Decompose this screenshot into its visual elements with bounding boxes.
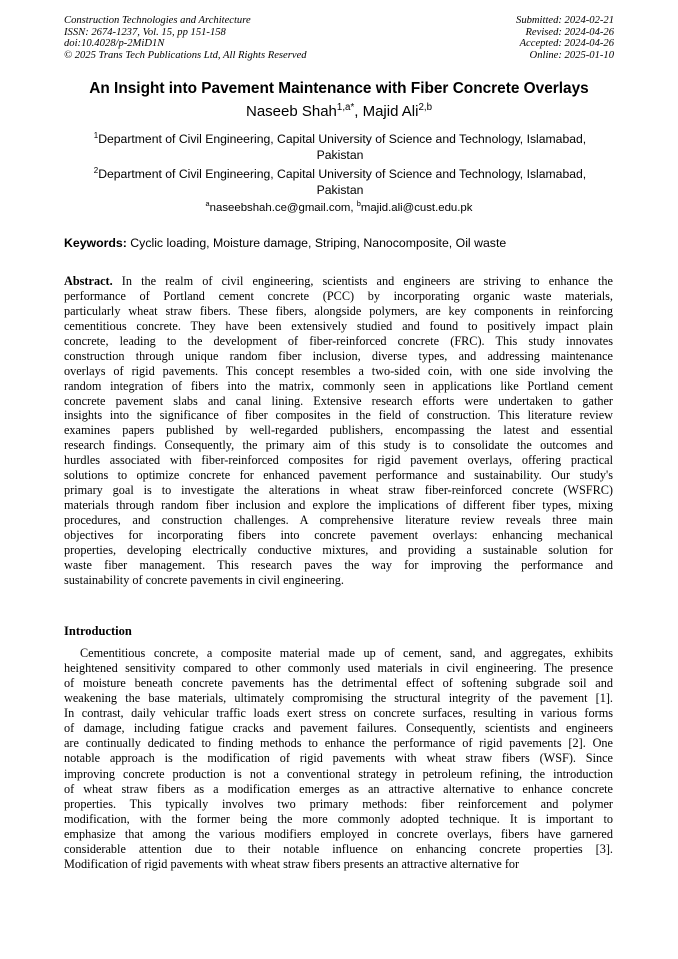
text-line: materials through random fiber inclusion and explore the implications of different fiber types, mixing	[64, 498, 613, 513]
affiliation-text: Department of Civil Engineering, Capital University of Science and Technology, Islamabad, Pakistan	[98, 132, 587, 162]
text-line: examines papers published by well-regarded publishers, encompassing the latest and essential	[64, 423, 613, 438]
keywords	[64, 236, 506, 250]
text-line: concrete, leading to the development of fiber-reinforced concrete (FRC). This study innovates	[64, 333, 613, 348]
affiliation-2	[80, 166, 600, 198]
revised-date: Revised: 2024-04-26	[525, 26, 614, 38]
issn-volume: ISSN: 2674-1237, Vol. 15, pp 151-158	[64, 26, 226, 38]
text-line: procedures, and construction challenges. A comprehensive literature review reveals three main	[64, 513, 613, 527]
email-sup: b	[356, 199, 361, 209]
introduction-body	[64, 646, 613, 872]
text-line: heightened sensitivity compared to other commonly used materials in civil engineering. The presence	[64, 661, 613, 676]
keywords-label: Keywords:	[64, 236, 127, 250]
text-line	[64, 274, 613, 289]
text-line: of moisture beneath concrete pavements has the detrimental effect of softening subgrade soil and	[64, 676, 613, 691]
text-line: considerable attention due to their notable influence on enhancing concrete properties [3].	[64, 841, 613, 856]
text-line: particularly wheat straw fibers. These fibers, alongside polymers, are key components in reinforcing	[64, 303, 613, 318]
text-line: solutions to optimize concrete for enhanced pavement performance and sustainability. Our study's	[64, 468, 613, 483]
text-line: research findings. Consequently, the primary aim of this study is to consolidate the outcomes and	[64, 438, 613, 453]
authors	[0, 103, 678, 120]
paper-title: An Insight into Pavement Maintenance with Fiber Concrete Overlays	[89, 80, 589, 97]
text-line: Cementitious concrete, a composite material made up of cement, sand, and aggregates, exhibits	[80, 646, 613, 660]
text-line: of damage, including fatigue cracks and pavement failures. Consequently, scientists and engineers	[64, 721, 613, 736]
text-line: properties, developing electrically conductive mixtures, and providing a sustainable solution for	[64, 542, 613, 557]
text-line: emphasize that among the various modifiers employed in concrete overlays, fibers have garnered	[64, 826, 613, 841]
introduction-heading: Introduction	[64, 624, 132, 638]
abstract-label: Abstract.	[64, 274, 113, 288]
copyright: © 2025 Trans Tech Publications Ltd, All Rights Reserved	[64, 49, 307, 61]
text-line: Modification of rigid pavements with wheat straw fibers presents an attractive alternative for	[64, 856, 520, 871]
text-line: In contrast, daily vehicular traffic loads exert stress on concrete surfaces, resulting in various forms	[64, 706, 613, 721]
author-sup: 2,b	[418, 102, 433, 113]
abstract-text: In the realm of civil engineering, scientists and engineers are striving to enhance the	[112, 274, 613, 288]
text-line: hurdles associated with fiber-reinforced composites for rigid pavement overlays, offering practical	[64, 453, 613, 468]
text-line: modification, with the former being the more commonly adopted technique. It is important to	[64, 811, 613, 826]
text-line: primary goal is to investigate the alterations in wheat straw fiber-reinforced concrete (WSFRC)	[64, 483, 613, 498]
journal-name: Construction Technologies and Architecture	[64, 15, 251, 26]
text-line: insights into the significance of fiber composites in the field of construction. This literature review	[64, 408, 613, 423]
affiliation-sup: 2	[93, 165, 99, 175]
abstract	[64, 274, 613, 588]
text-line: overlays of rigid pavements. This concept resembles a two-sided coin, with one side involving the	[64, 363, 613, 378]
text-line: objectives for incorporating fibers into concrete pavement overlays: enhancing mechanical	[64, 527, 613, 542]
text-line: sustainability of concrete pavements in civil engineering.	[64, 572, 344, 587]
affiliation-1	[80, 131, 600, 163]
author-name: Naseeb Shah	[245, 103, 337, 120]
journal-info	[64, 15, 307, 61]
submitted-date: Submitted: 2024-02-21	[516, 15, 614, 26]
author-name: Majid Ali	[362, 103, 419, 120]
email-link[interactable]: majid.ali@cust.edu.pk	[360, 202, 473, 214]
text-line: notable approach is the modification of rigid pavements with wheat straw fibers (WSF). Since	[64, 751, 613, 766]
text-line: concrete pavement slabs and canal lining. Extensive research efforts were undertaken to gather	[64, 393, 613, 408]
text-line: cementitious concrete. They have been extensively studied and found to positively impact plain	[64, 318, 613, 333]
separator: ,	[350, 202, 357, 214]
text-line: waste fiber management. This research paves the way for improving the performance and	[64, 557, 613, 572]
text-line: improving concrete production is not a conventional strategy in petroleum refining, the introduction	[64, 766, 613, 781]
text-line: construction through unique random fiber inclusion, diverse types, and addressing maintenance	[64, 348, 613, 363]
keywords-text: Cyclic loading, Moisture damage, Striping, Nanocomposite, Oil waste	[126, 236, 507, 250]
email-sup: a	[205, 199, 210, 209]
affiliation-text: Department of Civil Engineering, Capital University of Science and Technology, Islamabad, Pakistan	[98, 167, 587, 197]
text-line: random integration of fibers into the matrix, commonly seen in applications like Portland cement	[64, 378, 613, 393]
separator: ,	[354, 103, 363, 120]
author-sup: 1,a*	[336, 102, 355, 113]
online-date: Online: 2025-01-10	[529, 49, 614, 61]
accepted-date: Accepted: 2024-04-26	[519, 38, 614, 50]
affiliation-sup: 1	[93, 130, 99, 140]
emails	[0, 199, 678, 214]
text-line: are continually dedicated to finding methods to enhance the performance of rigid pavements [2]. One	[64, 736, 613, 751]
doi: doi:10.4028/p-2MiD1N	[64, 38, 165, 50]
text-line: of wheat straw fibers as a modification emerges as an attractive alternative to enhance concrete	[64, 781, 613, 796]
text-line: weakening the base materials, ultimately compromising the structural integrity of the pavement [1].	[64, 691, 613, 706]
text-line: performance of Portland cement concrete (PCC) by incorporating organic waste materials,	[64, 288, 613, 303]
email-link[interactable]: naseebshah.ce@gmail.com	[209, 202, 351, 214]
dates-info	[516, 15, 614, 61]
text-line: properties. This typically involves two primary methods: fiber reinforcement and polymer	[64, 796, 613, 811]
